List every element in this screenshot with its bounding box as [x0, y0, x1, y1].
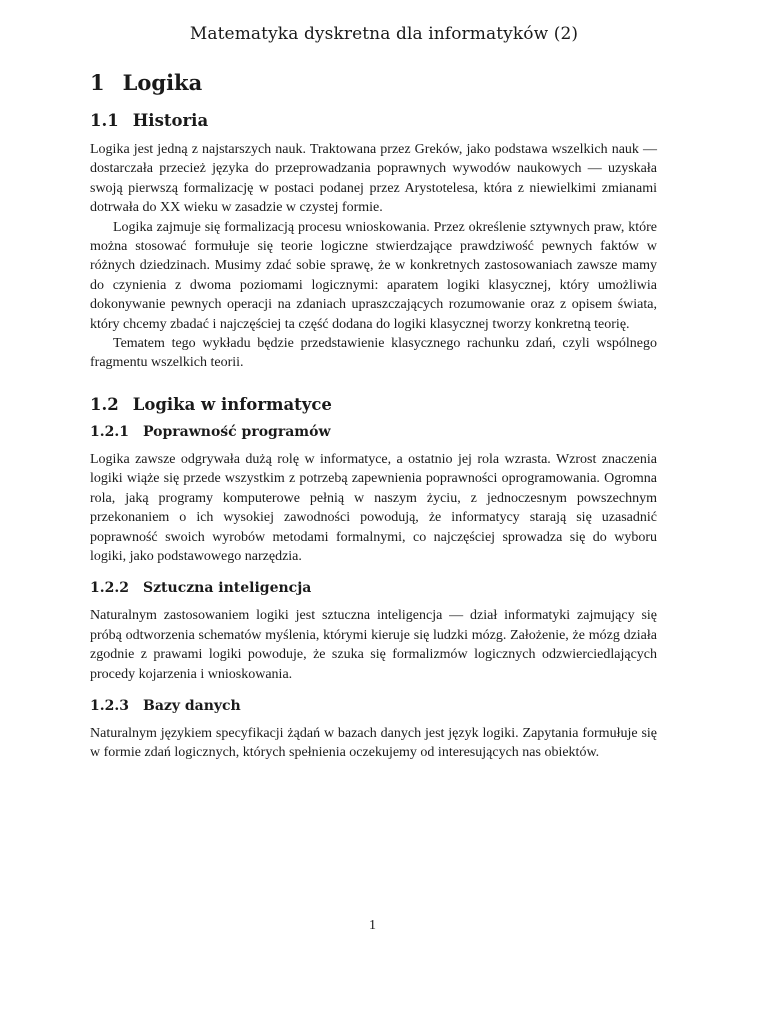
page-content — [90, 70, 657, 763]
paragraph-bazy-danych: Naturalnym językiem specyfikacji żądań w bazach danych jest język logiki. Zapytania formułuje się w formie zdań logicznych, których spełnienia oczekujemy od interesujących nas obiektów. — [90, 725, 657, 761]
subsubsection-title: Sztuczna inteligencja — [142, 580, 312, 597]
paragraph-historia-3: Tematem tego wykładu będzie przedstawienie klasycznego rachunku zdań, czyli wspólnego fragmentu wszelkich teorii. — [90, 336, 657, 371]
subsubsection-heading-sztuczna-inteligencja — [90, 580, 657, 596]
subsection-heading-logika-w-informatyce — [90, 395, 657, 414]
paragraph-poprawnosc: Logika zawsze odgrywała dużą rolę w informatyce, a ostatnio jej rola wzrasta. Wzrost znaczenia logiki wiąże się przede wszystkim z potrzebą zapewnienia poprawności oprogramowania. Ogromna rola, jaką programy komputerowe pełnią w naszym życiu, z jednoczesnym powszechnym przekonaniem o ich wysokiej zawodności powodują, że informatycy starają się uzasadnić poprawność swoich wyrobów metodami formalnymi, co najczęściej sprowadza się do wyboru logiki, jako podstawowego narzędzia. — [90, 451, 657, 564]
page-number: 1 — [369, 918, 376, 933]
subsection-title: Logika w informatyce — [132, 394, 332, 414]
subsubsection-heading-bazy-danych — [90, 698, 657, 714]
subsubsection-number: 1.2.2 — [90, 580, 129, 597]
subsubsection-title: Poprawność programów — [142, 423, 331, 440]
spacer — [90, 373, 657, 395]
subsubsection-title: Bazy danych — [142, 697, 241, 714]
spacer — [90, 684, 657, 698]
running-head: Matematyka dyskretna dla informatyków (2) — [189, 24, 579, 44]
subsubsection-heading-poprawnosc — [90, 424, 657, 440]
section-heading-logika — [90, 70, 657, 95]
paragraph-historia-1: Logika jest jedną z najstarszych nauk. Traktowana przez Greków, jako podstawa wszelkich nauk — dostarczała przecież języka do przeprowadzania poprawnych wywodów naukowych — uzyskała swoją pierwszą formalizację w postaci podanej przez Arystotelesa, która z niewielkimi zmianami dotrwała do XX wieku w zasadzie w czystej formie. — [90, 142, 657, 216]
spacer — [90, 566, 657, 580]
subsection-heading-historia — [90, 111, 657, 130]
subsection-number: 1.1 — [90, 111, 119, 130]
paragraph-historia-2: Logika zajmuje się formalizacją procesu wnioskowania. Przez określenie sztywnych praw, które można stosować formułuje się teorie logiczne stwierdzające prawdziwość pewnych faktów w różnych dziedzinach. Musimy zdać sobie sprawę, że w konkretnych zastosowaniach zawsze mamy do czynienia z dwoma poziomami logicznymi: aparatem logiki klasycznej, który umożliwia dokonywanie pewnych operacji na zdaniach upraszczających rozumowanie oraz z opisem świata, który chcemy zbadać i najczęściej ta część dodana do logiki klasycznej tworzy konkretną teorię. — [90, 219, 657, 332]
paragraph-sztuczna-inteligencja: Naturalnym zastosowaniem logiki jest sztuczna inteligencja — dział informatyki zajmujący się próbą odtworzenia schematów myślenia, którymi kieruje się ludzki mózg. Założenie, że mózg działa zgodnie z prawami logiki powoduje, że szuka się formalizmów logicznych odzwierciedlających procedy kojarzenia i wnioskowania. — [90, 608, 657, 682]
subsubsection-number: 1.2.1 — [90, 423, 129, 440]
subsection-number: 1.2 — [90, 394, 119, 414]
section-number: 1 — [90, 70, 105, 95]
subsubsection-number: 1.2.3 — [90, 697, 129, 714]
section-title: Logika — [122, 70, 203, 95]
subsection-title: Historia — [132, 111, 209, 130]
